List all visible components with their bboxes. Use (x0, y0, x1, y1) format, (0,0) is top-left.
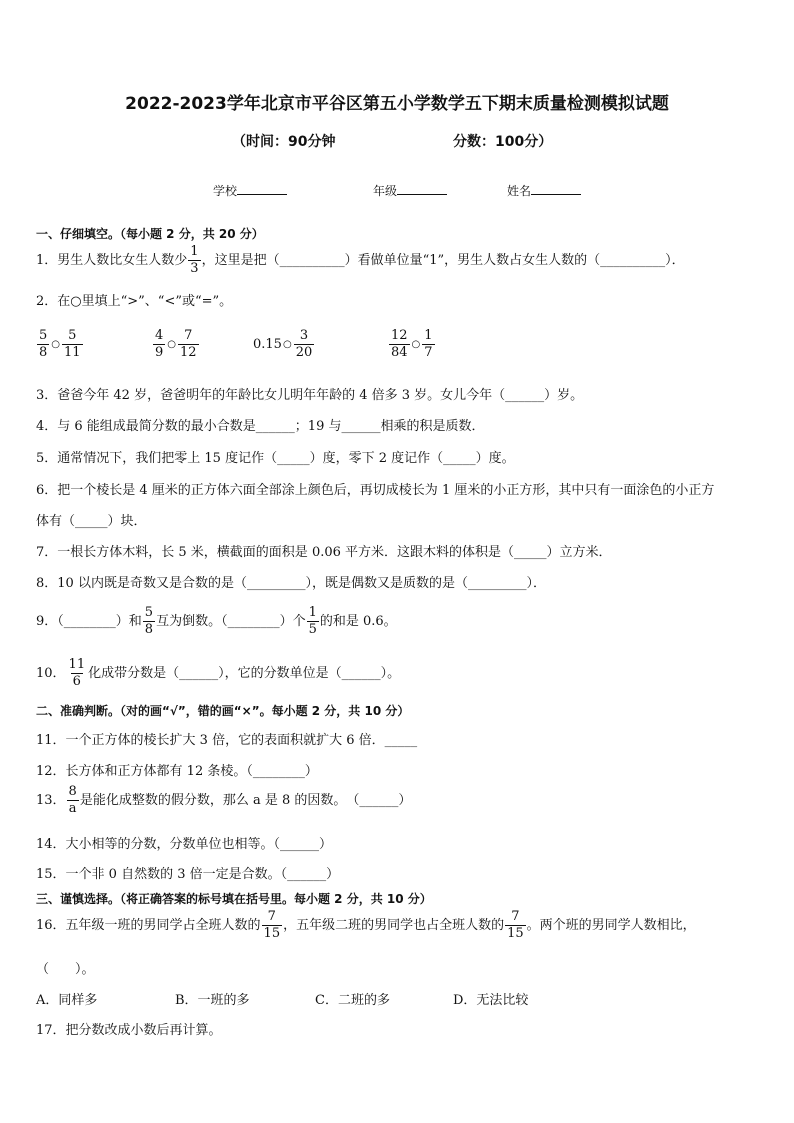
question-5: 5．通常情况下，我们把零上 15 度记作（_____）度，零下 2 度记作（_____）度。 (36, 451, 515, 466)
question-9: 9．（________）和 $\frac{5}{8}$ 互为倒数。（________）个 $\frac{1}{5}$ 的和是 0.6。 (36, 605, 397, 637)
score-label: 分数：100分） (453, 134, 553, 150)
fraction: $\frac{1}{3}$ (190, 244, 199, 276)
question-15: 15．一个非 0 自然数的 3 倍一定是合数。（______） (36, 867, 340, 882)
question-17: 17．把分数改成小数后再计算。 (36, 1023, 222, 1038)
question-16-answer: （ ）。 (36, 962, 95, 977)
compare-item-2: $\frac{4}{9}$ ○ $\frac{7}{12}$ (155, 328, 197, 360)
option-c[interactable]: C．二班的多 (315, 993, 390, 1008)
question-6-line-2: 体有（_____）块． (36, 514, 147, 529)
school-field[interactable] (213, 182, 287, 199)
compare-circle-1[interactable]: ○ (51, 339, 61, 350)
question-7: 7．一根长方体木料，长 5 米，横截面的面积是 0.06 平方米．这跟木料的体积是（_____）立方米． (36, 545, 612, 560)
name-label: 姓名 (507, 184, 532, 198)
section-1-heading: 一、仔细填空。（每小题 2 分，共 20 分） (36, 227, 264, 241)
question-3: 3．爸爸今年 42 岁，爸爸明年的年龄比女儿明年年龄的 4 倍多 3 岁。女儿今年（______）岁。 (36, 388, 584, 403)
question-1: 1．男生人数比女生人数少 $\frac{1}{3}$ ，这里是把（__________）看做单位量“1”，男生人数占女生人数的（__________）． (36, 244, 685, 276)
question-16: 16．五年级一班的男同学占全班人数的 $\frac{7}{15}$ ，五年级二班的男同学也占全班人数的 $\frac{7}{15}$ 。两个班的男同学人数相比， (36, 909, 696, 941)
section-2-heading: 二、准确判断。（对的画“√”，错的画“×”。每小题 2 分，共 10 分） (36, 704, 410, 718)
option-b[interactable]: B．一班的多 (175, 993, 250, 1008)
compare-item-1: $\frac{5}{8}$ ○ $\frac{5}{11}$ (39, 328, 81, 360)
question-8: 8．10 以内既是奇数又是合数的是（_________），既是偶数又是质数的是（_________）． (36, 576, 546, 591)
question-13: 13． $\frac{8}{a}$ 是能化成整数的假分数，那么 a 是 8 的因数。 （______） (36, 784, 412, 816)
option-a[interactable]: A．同样多 (36, 993, 98, 1008)
page-title: 2022-2023学年北京市平谷区第五小学数学五下期末质量检测模拟试题 (125, 94, 669, 114)
question-11: 11．一个正方体的棱长扩大 3 倍，它的表面积就扩大 6 倍．_____ (36, 733, 418, 748)
grade-field[interactable] (373, 182, 447, 199)
school-label: 学校 (213, 184, 238, 198)
question-10: 10． $\frac{11}{6}$ 化成带分数是（______），它的分数单位是（______）。 (36, 657, 401, 689)
time-label: （时间：90分钟 (232, 134, 336, 150)
name-field[interactable] (507, 182, 581, 199)
compare-item-3: 0.15 ○ $\frac{3}{20}$ (253, 328, 313, 360)
compare-circle-3[interactable]: ○ (282, 339, 292, 350)
grade-label: 年级 (373, 184, 398, 198)
compare-circle-4[interactable]: ○ (411, 339, 421, 350)
question-2: 2．在○里填上“>”、“<”或“=”。 (36, 294, 233, 309)
option-d[interactable]: D．无法比较 (453, 993, 529, 1008)
compare-item-4: $\frac{12}{84}$ ○ $\frac{1}{7}$ (391, 328, 433, 360)
compare-circle-2[interactable]: ○ (167, 339, 177, 350)
question-4: 4．与 6 能组成最简分数的最小合数是______；19 与______相乘的积是质数． (36, 419, 485, 434)
section-3-heading: 三、谨慎选择。（将正确答案的标号填在括号里。每小题 2 分，共 10 分） (36, 892, 432, 906)
question-12: 12．长方体和正方体都有 12 条棱。（________） (36, 764, 318, 779)
question-14: 14．大小相等的分数，分数单位也相等。（______） (36, 837, 333, 852)
question-6-line-1: 6．把一个棱长是 4 厘米的正方体六面全部涂上颜色后，再切成棱长为 1 厘米的小正方形，其中只有一面涂色的小正方 (36, 483, 715, 498)
